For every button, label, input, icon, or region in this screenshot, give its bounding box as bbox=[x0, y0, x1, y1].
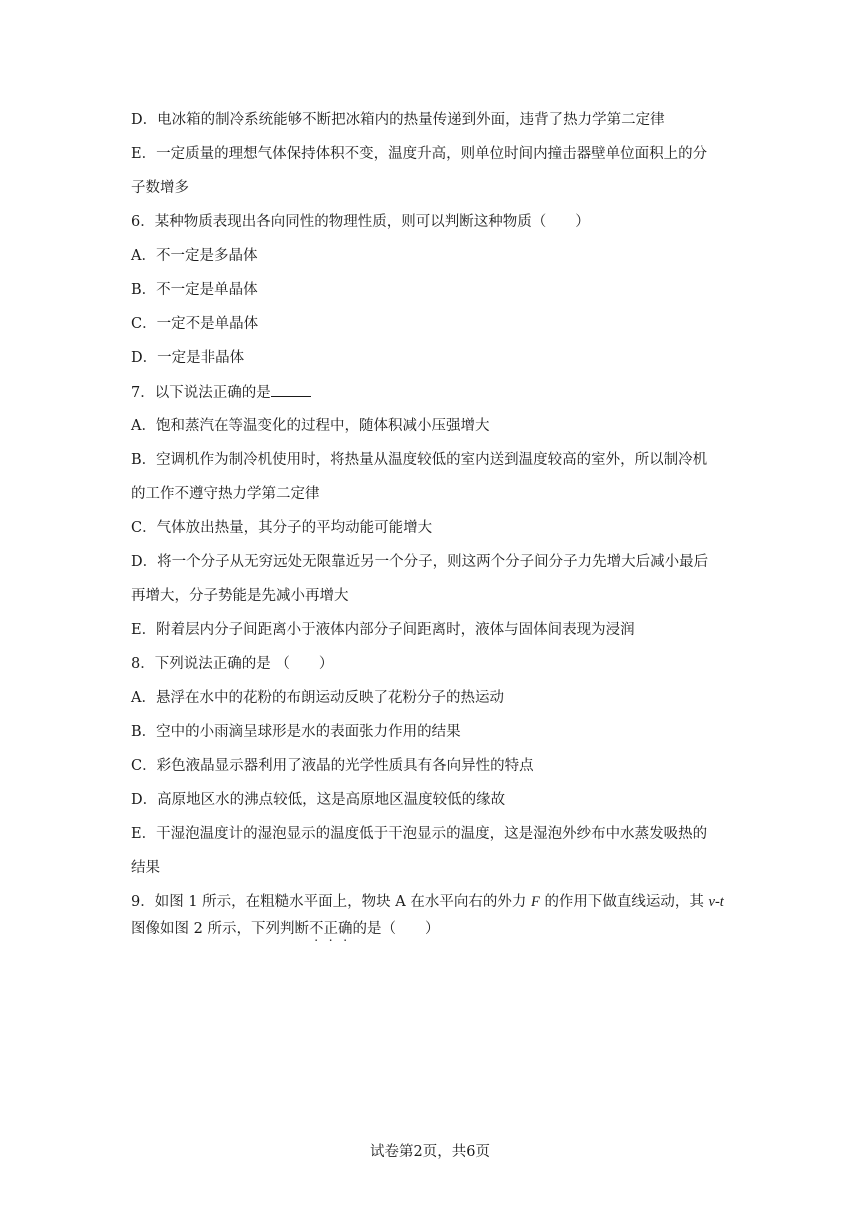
question-9-cont: 图像如图 2 所示，下列判断不正确的是（ ） bbox=[131, 921, 440, 937]
page-footer: 试卷第2页，共6页 bbox=[370, 1144, 490, 1160]
option-7e: E．附着层内分子间距离小于液体内部分子间距离时，液体与固体间表现为浸润 bbox=[131, 622, 635, 638]
option-8c: C．彩色液晶显示器利用了液晶的光学性质具有各向异性的特点 bbox=[131, 758, 534, 774]
option-5d: D．电冰箱的制冷系统能够不断把冰箱内的热量传递到外面，违背了热力学第二定律 bbox=[131, 112, 665, 128]
option-7a: A．饱和蒸汽在等温变化的过程中，随体积减小压强增大 bbox=[131, 418, 490, 434]
question-8: 8．下列说法正确的是 （ ） bbox=[131, 656, 334, 672]
question-7: 7．以下说法正确的是 bbox=[131, 382, 311, 403]
answer-blank bbox=[271, 382, 311, 397]
option-5e-cont: 子数增多 bbox=[131, 180, 189, 196]
option-7d: D．将一个分子从无穷远处无限靠近另一个分子，则这两个分子间分子力先增大后减小最后 bbox=[131, 554, 709, 570]
option-6b: B．不一定是单晶体 bbox=[131, 282, 258, 298]
emphasis-char: 确 bbox=[337, 921, 353, 937]
option-7d-cont: 再增大，分子势能是先减小再增大 bbox=[131, 588, 349, 604]
option-8a: A．悬浮在水中的花粉的布朗运动反映了花粉分子的热运动 bbox=[131, 690, 504, 706]
option-7b-cont: 的工作不遵守热力学第二定律 bbox=[131, 486, 320, 502]
option-6d: D．一定是非晶体 bbox=[131, 350, 245, 366]
emphasis-char: 正 bbox=[323, 921, 338, 937]
question-6: 6．某种物质表现出各向同性的物理性质，则可以判断这种物质（ ） bbox=[131, 214, 590, 230]
question-9: 9．如图 1 所示，在粗糙水平面上，物块 A 在水平向右的外力 F 的作用下做直线运动，其 v-t bbox=[131, 894, 724, 910]
emphasis-char: 不 bbox=[308, 921, 324, 937]
option-7c: C．气体放出热量，其分子的平均动能可能增大 bbox=[131, 520, 433, 536]
option-7b: B．空调机作为制冷机使用时，将热量从温度较低的室内送到温度较高的室外，所以制冷机 bbox=[131, 452, 708, 468]
option-6c: C．一定不是单晶体 bbox=[131, 316, 259, 332]
option-8e: E．干湿泡温度计的湿泡显示的温度低于干泡显示的温度，这是湿泡外纱布中水蒸发吸热的 bbox=[131, 826, 708, 842]
option-8b: B．空中的小雨滴呈球形是水的表面张力作用的结果 bbox=[131, 724, 461, 740]
option-5e: E．一定质量的理想气体保持体积不变，温度升高，则单位时间内撞击器壁单位面积上的分 bbox=[131, 146, 708, 162]
option-6a: A．不一定是多晶体 bbox=[131, 248, 258, 264]
option-8e-cont: 结果 bbox=[131, 860, 160, 876]
option-8d: D．高原地区水的沸点较低，这是高原地区温度较低的缘故 bbox=[131, 792, 506, 808]
